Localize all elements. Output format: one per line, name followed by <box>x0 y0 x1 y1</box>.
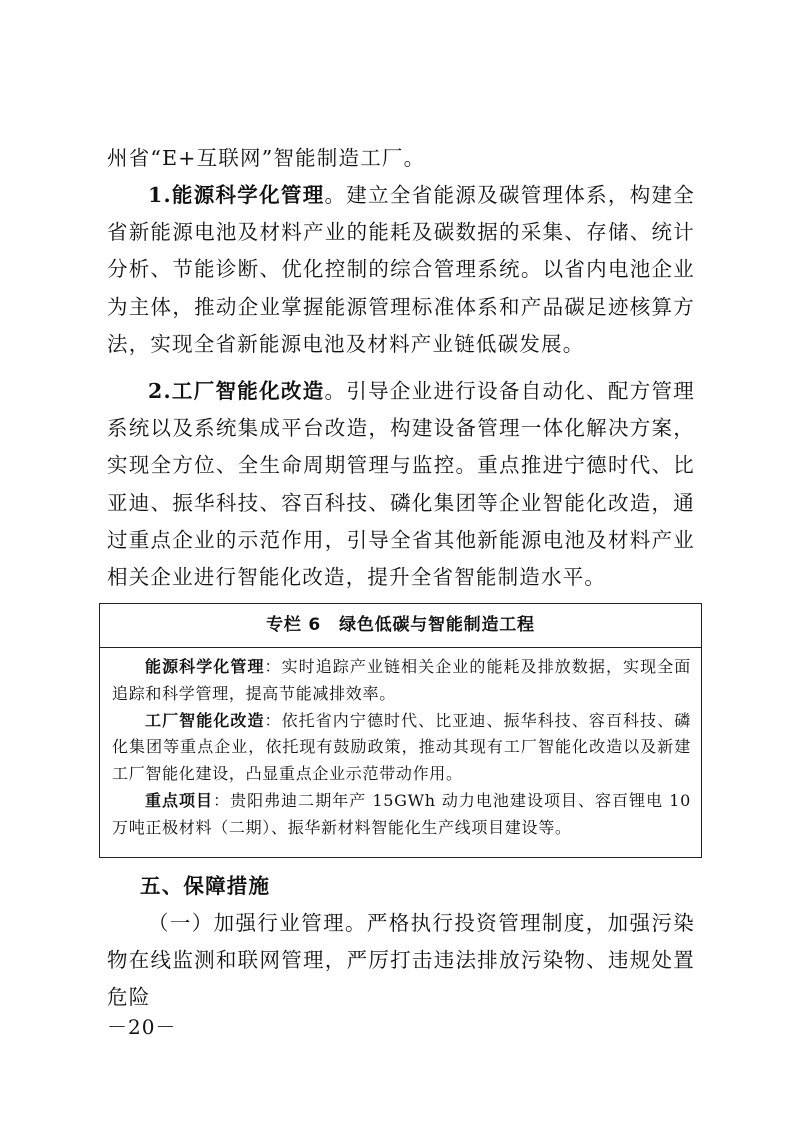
factory-intelligence-text: 。引导企业进行设备自动化、配方管理系统以及系统集成平台改造，构建设备管理一体化解决方案，实现全方位、全生命周期管理与监控。重点推进宁德时代、比亚迪、振华科技、容百科技、磷化集团等企业智能化改造，通过重点企业的示范作用，引导全省其他新能源电池及材料产业相关企业进行智能化改造，提升全省智能制造水平。 <box>107 379 695 590</box>
factory-intelligence-paragraph <box>107 373 695 596</box>
column-box-title <box>100 604 701 648</box>
industry-management-paragraph <box>107 905 695 1017</box>
column-box-body <box>100 648 701 842</box>
page-number: －20－ <box>107 1015 177 1039</box>
box-item-text: ：实时追踪产业链相关企业的能耗及排放数据，实现全面追踪和科学管理，提高节能减排效率。 <box>112 657 691 703</box>
section-heading: 五、保障措施 <box>140 874 271 898</box>
energy-management-lead: 1.能源科学化管理 <box>148 183 325 207</box>
column-box-name: 绿色低碳与智能制造工程 <box>339 615 535 635</box>
energy-management-text: 。建立全省能源及碳管理体系，构建全省新能源电池及材料产业的能耗及碳数据的采集、存储、统计分析、节能诊断、优化控制的综合管理系统。以省内电池企业为主体，推动企业掌握能源管理标准体系和产品碳足迹核算方法，实现全省新能源电池及材料产业链低碳发展。 <box>107 183 695 356</box>
continuation-paragraph <box>107 140 695 177</box>
box-item-energy <box>112 654 691 708</box>
box-item-text: ：依托省内宁德时代、比亚迪、振华科技、容百科技、磷化集团等重点企业，依托现有鼓励政策，推动其现有工厂智能化改造以及新建工厂智能化建设，凸显重点企业示范带动作用。 <box>112 710 691 784</box>
box-item-lead: 能源科学化管理 <box>145 657 265 676</box>
box-item-lead: 工厂智能化改造 <box>145 710 265 730</box>
box-item-text: ：贵阳弗迪二期年产 15GWh 动力电池建设项目、容百锂电 10 万吨正极材料（二期）、振华新材料智能化生产线项目建设等。 <box>112 790 691 837</box>
box-item-factory <box>112 708 691 788</box>
industry-management-text: （一）加强行业管理。严格执行投资管理制度，加强污染物在线监测和联网管理，严厉打击违法排放污染物、违规处置危险 <box>107 911 695 1010</box>
box-item-lead: 重点项目 <box>145 790 214 810</box>
energy-management-paragraph <box>107 177 695 363</box>
factory-intelligence-lead: 2.工厂智能化改造 <box>148 379 325 403</box>
continuation-text: 州省“E+互联网”智能制造工厂。 <box>107 146 426 170</box>
column-box <box>99 603 702 858</box>
box-item-projects <box>112 788 691 842</box>
column-box-number: 专栏 6 <box>266 615 322 635</box>
